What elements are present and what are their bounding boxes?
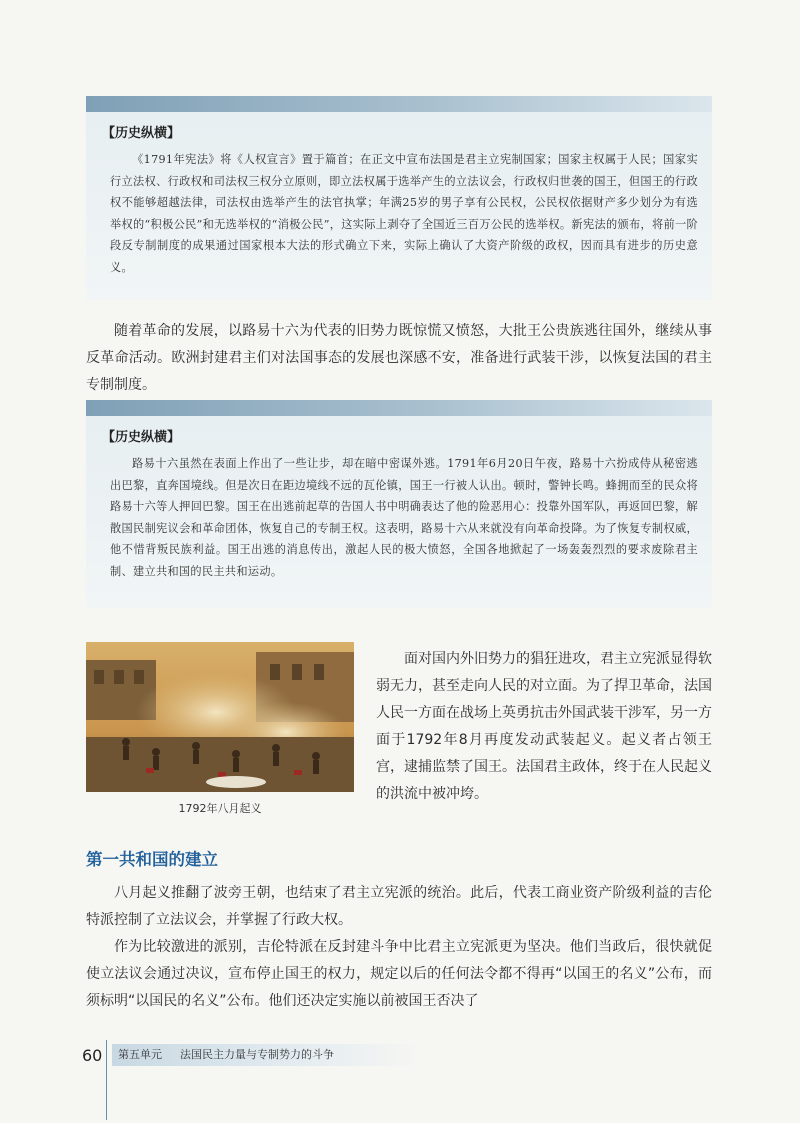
august-uprising-painting — [86, 642, 354, 792]
page-number: 60 — [82, 1046, 103, 1065]
unit-title: 法国民主力量与专制势力的斗争 — [180, 1048, 334, 1061]
section-title: 第一共和国的建立 — [86, 850, 218, 869]
box-text: 路易十六虽然在表面上作出了一些让步，却在暗中密谋外逃。1791年6月20日午夜，路易十六扮成侍从秘密逃出巴黎，直奔国境线。但是次日在距边境线不远的瓦伦镇，国王一行被人认出。顿时，警钟长鸣。蜂拥而至的民众将路易十六等人押回巴黎。国王在出逃前起草的告国人书中明确表达了他的险恶用心：投靠外国军队，再返回巴黎，解散国民制宪议会和革命团体，恢复自己的专制王权。这表明，路易十六从来就没有向革命投降。为了恢复专制权威，他不惜背叛民族利益。国王出逃的消息传出，激起人民的极大愤怒，全国各地掀起了一场轰轰烈烈的要求废除君主制、建立共和国的民主共和运动。 — [110, 457, 698, 578]
box-header-bar — [86, 96, 712, 112]
history-sidebar-box-1 — [86, 96, 712, 300]
figure-caption: 1792年八月起义 — [178, 802, 262, 815]
box-text: 《1791年宪法》将《人权宣言》置于篇首；在正文中宣布法国是君主立宪制国家；国家主权属于人民；国家实行立法权、行政权和司法权三权分立原则，即立法权属于选举产生的立法议会，行政权归世袭的国王，但国王的行政权不能够超越法律，司法权由选举产生的法官执掌；年满25岁的男子享有公民权，公民权依据财产多少划分为有选举权的“积极公民”和无选举权的“消极公民”，这实际上剥夺了全国近三百万公民的选举权。新宪法的颁布，将前一阶段反专制制度的成果通过国家根本大法的形式确立下来，实际上确认了大资产阶级的政权，因而具有进步的历史意义。 — [110, 153, 698, 274]
history-sidebar-box-2 — [86, 400, 712, 608]
paragraph-girondins: 作为比较激进的派别，吉伦特派在反封建斗争中比君主立宪派更为坚决。他们当政后，很快就促使立法议会通过决议，宣布停止国王的权力，规定以后的任何法令都不得再“以国王的名义”公布，而须标明“以国民的名义”公布。他们还决定实施以前被国王否决了 — [86, 939, 712, 1009]
box-title: 【历史纵横】 — [102, 126, 181, 141]
running-footer — [112, 1044, 418, 1066]
paragraph-august-uprising: 面对国内外旧势力的猖狂进攻，君主立宪派显得软弱无力，甚至走向人民的对立面。为了捍卫革命，法国人民一方面在战场上英勇抗击外国武装干涉军，另一方面于1792年8月再度发动武装起义。起义者占领王宫，逮捕监禁了国王。法国君主政体，终于在人民起义的洪流中被冲垮。 — [376, 651, 712, 802]
footer-divider — [106, 1040, 107, 1120]
box-title: 【历史纵横】 — [102, 430, 181, 445]
paragraph-revolution-development: 随着革命的发展，以路易十六为代表的旧势力既惊慌又愤怒，大批王公贵族逃往国外，继续从事反革命活动。欧洲封建君主们对法国事态的发展也深感不安，准备进行武装干涉，以恢复法国的君主专制制度。 — [86, 323, 712, 393]
paragraph-bourbon-overthrow: 八月起义推翻了波旁王朝，也结束了君主立宪派的统治。此后，代表工商业资产阶级利益的吉伦特派控制了立法议会，并掌握了行政大权。 — [86, 885, 712, 928]
unit-label: 第五单元 — [118, 1048, 162, 1061]
box-header-bar — [86, 400, 712, 416]
